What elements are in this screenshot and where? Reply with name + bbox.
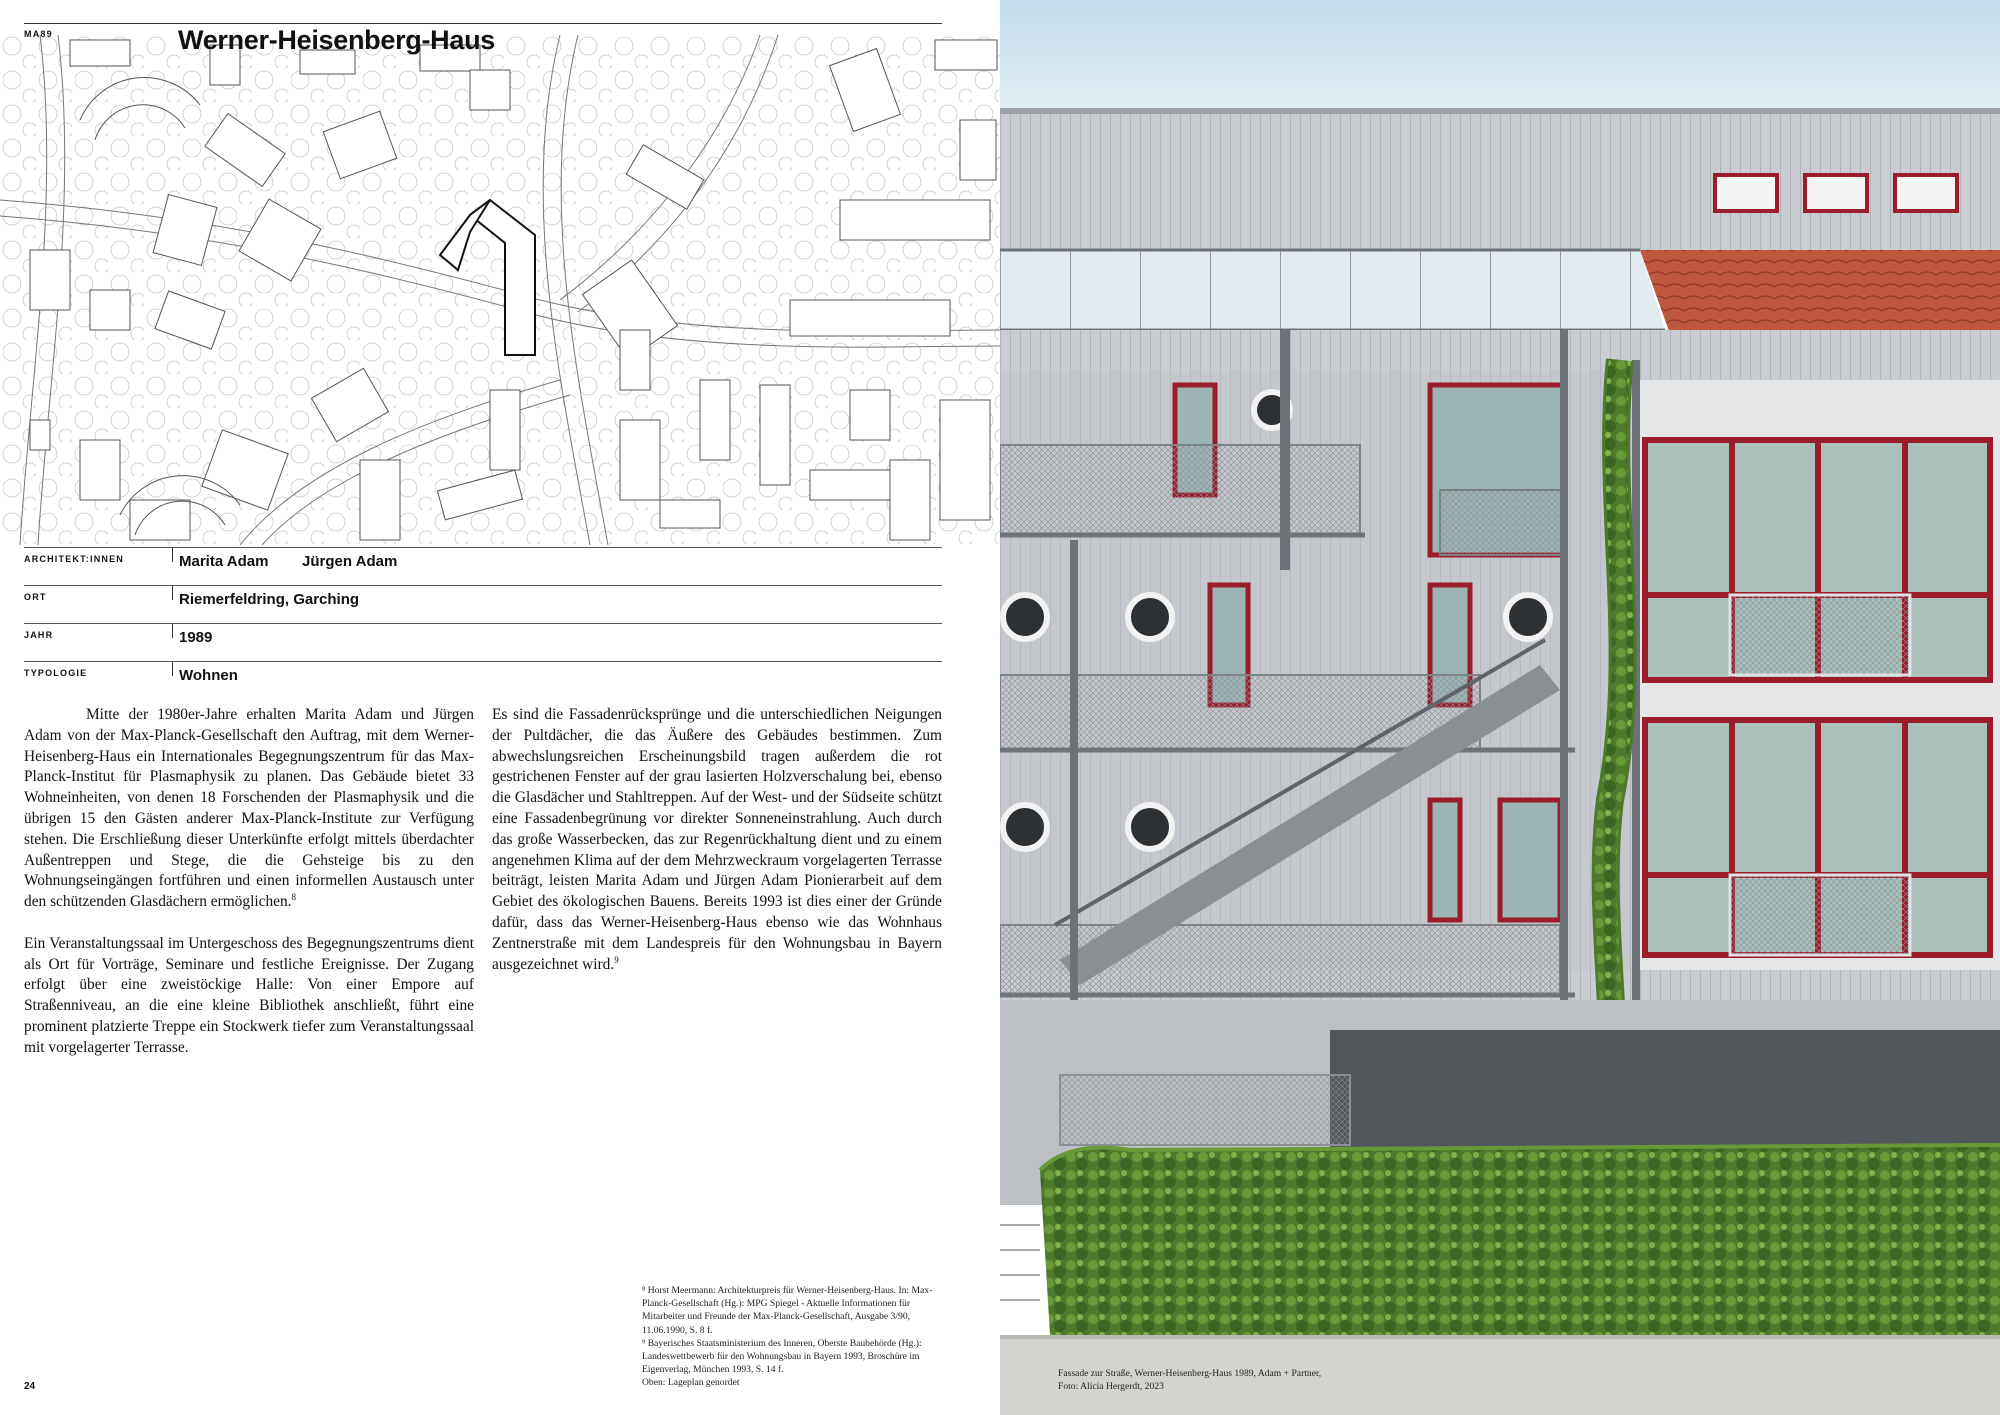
meta-row-architects	[24, 547, 942, 586]
meta-row-year	[24, 623, 942, 662]
typology-value: Wohnen	[179, 667, 238, 684]
footnote-9: ⁹ Bayerisches Staatsministerium des Inneren, Oberste Baubehörde (Hg.): Landeswettbewerb für den Wohnungsbau in Bayern 1993, Broschüre im Eigenverlag, München 1993, S. 14 f.	[642, 1337, 922, 1376]
site-plan-map	[0, 0, 1000, 545]
meta-tick	[172, 586, 173, 600]
paragraph-text: Es sind die Fassadenrücksprünge und die unterschiedlichen Neigungen der Pultdächer, die das Äußere des Gebäudes bestimmen. Zum abwechslungsreichen Erscheinungsbild tragen außerdem die rot gestrichenen Fenster auf der grau lasierten Holzverschalung bei, ebenso die Glasdächer und Stahltreppen. Auf der West- und der Südseite schützt eine Fassadenbegrünung vor direkter Sonneneinstrahlung. Auch durch das große Wasserbecken, das zur Regenrückhaltung dient und zu einem angenehmen Klima auf der dem Mehrzweckraum vorgelagerten Terrasse beiträgt, leisten Marita Adam und Jürgen Adam Pionierarbeit auf dem Gebiet des ökologischen Bauens. Bereits 1993 ist dies einer der Gründe dafür, dass das Werner-Heisenberg-Haus ebenso wie das Wohnhaus Zentnerstraße mit dem Landespreis für den Wohnungsbau in Bayern ausgezeichnet wird.	[492, 706, 942, 973]
project-code: MA89	[24, 29, 53, 39]
architect-2: Jürgen Adam	[302, 553, 398, 570]
caption-line-1: Fassade zur Straße, Werner-Heisenberg-Haus 1989, Adam + Partner,	[1058, 1368, 1322, 1379]
typology-label: TYPOLOGIE	[24, 668, 88, 678]
footnote-ref: 9	[614, 954, 619, 965]
footnotes	[642, 1284, 942, 1390]
year-value: 1989	[179, 629, 213, 646]
footnote-ref: 8	[291, 892, 297, 903]
caption-line-2: Foto: Alicia Hergerdt, 2023	[1058, 1381, 1164, 1393]
location-label: ORT	[24, 592, 47, 602]
meta-tick	[172, 548, 173, 562]
year-label: JAHR	[24, 630, 54, 640]
photo-caption	[1058, 1367, 1398, 1394]
page-number: 24	[24, 1381, 36, 1392]
page-title: Werner-Heisenberg-Haus	[178, 25, 495, 55]
text-column-right	[492, 705, 942, 996]
text-column-left	[24, 705, 474, 1079]
title-rule	[24, 23, 942, 24]
architects-label: ARCHITEKT:INNEN	[24, 554, 124, 564]
meta-tick	[172, 662, 173, 676]
architect-1: Marita Adam	[179, 553, 269, 570]
paragraph	[24, 705, 474, 913]
meta-row-location	[24, 585, 942, 624]
paragraph	[492, 705, 942, 975]
location-value: Riemerfeldring, Garching	[179, 591, 360, 608]
footnote-8: ⁸ Horst Meermann: Architekturpreis für Werner-Heisenberg-Haus. In: Max-Planck-Gesellschaft (Hg.): MPG Spiegel - Aktuelle Informationen für Mitarbeiter und Freunde der Max-Planck-Gesellschaft, Ausgabe 3/90, 11.06.1990, S. 8 f.	[642, 1285, 933, 1336]
meta-tick	[172, 624, 173, 638]
right-page	[1000, 0, 2000, 1415]
paragraph-text: Mitte der 1980er-Jahre erhalten Marita Adam und Jürgen Adam von der Max-Planck-Gesellschaft den Auftrag, mit dem Werner-Heisenberg-Haus ein Internationales Begegnungszentrum für das Max-Planck-Institut für Plasmaphysik zu planen. Das Gebäude bietet 33 Wohneinheiten, von denen 18 Forschenden der Plasmaphysik und die übrigen 15 den Gästen anderer Max-Planck-Institute zur Verfügung stehen. Die Erschließung dieser Unterkünfte erfolgt mittels überdachter Außentreppen und Stege, die die Gehsteige bis zu den Wohnungseingängen fortführen und einen informellen Austausch unter den schützenden Glasdächern ermöglichen.	[24, 706, 474, 911]
paragraph: Ein Veranstaltungssaal im Untergeschoss des Begegnungszentrums dient als Ort für Vorträge, Seminare und festliche Ereignisse. Der Zugang erfolgt über eine zweistöckige Halle: Von einer Empore auf Straßenniveau, an die eine kleine Bibliothek anschließt, führt eine prominent platzierte Treppe ein Stockwerk tiefer zum Veranstaltungssaal mit vorgelagerter Terrasse.	[24, 934, 474, 1056]
facade-photo	[1000, 0, 2000, 1415]
meta-row-typology	[24, 661, 942, 700]
map-note: Oben: Lageplan genordet	[642, 1377, 740, 1389]
